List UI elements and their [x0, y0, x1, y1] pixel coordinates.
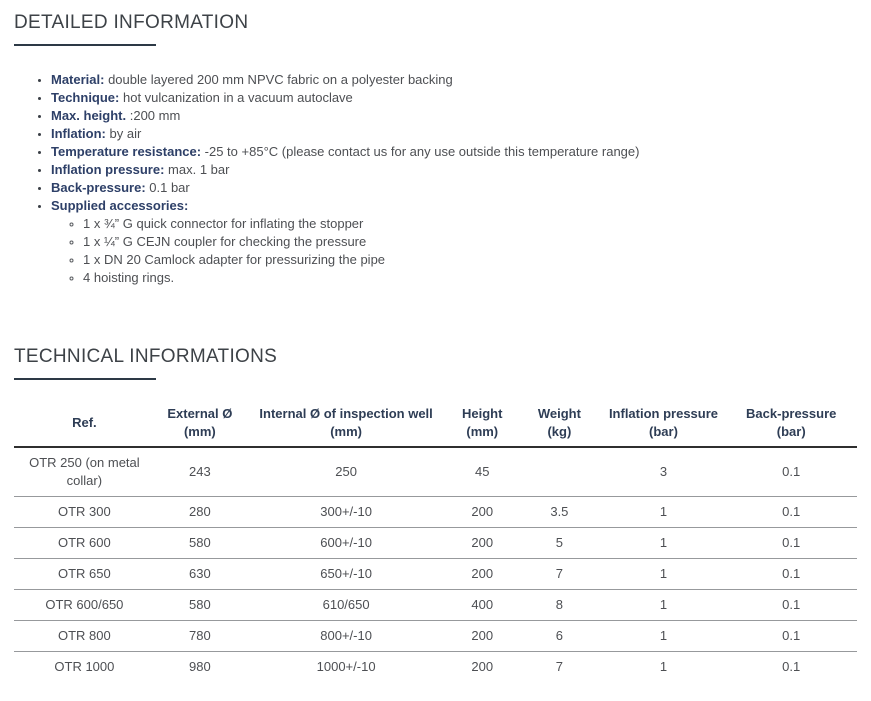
value-cell: 1 — [602, 497, 726, 528]
value-cell: 0.1 — [725, 590, 857, 621]
value-cell: 6 — [517, 621, 601, 652]
value-cell: 0.1 — [725, 447, 857, 497]
column-header-unit: (mm) — [183, 424, 216, 439]
value-cell: 0.1 — [782, 659, 801, 674]
ref-cell: OTR 300 — [14, 497, 155, 528]
value-cell: 45 — [447, 447, 517, 497]
value-cell: 980 — [189, 659, 211, 674]
value-cell: 200 — [471, 659, 494, 674]
value-cell: 300+/-10 — [245, 497, 447, 528]
value-cell: 0.1 — [725, 528, 857, 559]
value-cell: 0.1 — [725, 497, 857, 528]
value-cell: 7 — [555, 659, 563, 674]
spec-label: Back-pressure: — [51, 180, 146, 195]
value-cell: 200 — [447, 497, 517, 528]
value-cell: 800+/-10 — [245, 621, 447, 652]
table-row — [14, 497, 857, 528]
accessory-item: ◦ 4 hoisting rings. — [83, 269, 857, 287]
value-cell: 630 — [155, 559, 245, 590]
technical-informations-title: TECHNICAL INFORMATIONS — [14, 346, 278, 367]
value-cell: 243 — [155, 447, 245, 497]
column-header-unit: (mm) — [330, 424, 362, 439]
table-header-row — [14, 400, 857, 447]
column-header-name: Ref. — [72, 415, 97, 430]
value-cell: 1000+/-10 — [316, 659, 376, 674]
spec-text: :200 mm — [126, 108, 181, 123]
value-cell: 1 — [602, 528, 726, 559]
table-row — [14, 590, 857, 621]
ref-cell: OTR 250 (on metal collar) — [14, 447, 155, 497]
spec-list-item — [51, 125, 857, 143]
detailed-information-section — [14, 12, 857, 287]
column-header-unit: (bar) — [776, 424, 806, 439]
accessory-item: ◦ 1 x ¾” G quick connector for inflating the stopper — [83, 215, 857, 233]
ref-cell: OTR 600/650 — [14, 590, 155, 621]
spec-text: double layered 200 mm NPVC fabric on a polyester backing — [104, 72, 453, 87]
value-cell: 5 — [517, 528, 601, 559]
ref-cell: OTR 800 — [14, 621, 155, 652]
spec-list-item — [51, 107, 857, 125]
spec-list-item — [51, 71, 857, 89]
ref-cell: OTR 1000 — [54, 659, 115, 674]
spec-label: Technique: — [51, 90, 120, 105]
column-header — [245, 400, 447, 447]
spec-label: Supplied accessories: — [51, 198, 189, 213]
table-row — [14, 652, 857, 683]
column-header-name: Back-pressure — [746, 406, 837, 421]
column-header — [602, 400, 726, 447]
accessory-item: ◦ 1 x DN 20 Camlock adapter for pressurizing the pipe — [83, 251, 857, 269]
spec-list-item — [51, 89, 857, 107]
value-cell: 580 — [155, 590, 245, 621]
spec-label: Material: — [51, 72, 105, 87]
column-header-unit: (kg) — [547, 424, 572, 439]
column-header — [155, 400, 245, 447]
column-header-name: Height — [462, 406, 503, 421]
value-cell — [517, 447, 601, 497]
value-cell: 200 — [447, 559, 517, 590]
value-cell: 400 — [447, 590, 517, 621]
value-cell: 650+/-10 — [245, 559, 447, 590]
spec-label: Inflation: — [51, 126, 106, 141]
spec-text: -25 to +85°C (please contact us for any use outside this temperature range) — [201, 144, 640, 159]
value-cell: 580 — [155, 528, 245, 559]
value-cell: 200 — [447, 528, 517, 559]
value-cell: 7 — [517, 559, 601, 590]
column-header-name: Weight — [537, 406, 581, 421]
ref-cell: OTR 600 — [14, 528, 155, 559]
spec-text: by air — [105, 126, 142, 141]
spec-list — [14, 71, 857, 287]
spec-text: max. 1 bar — [164, 162, 230, 177]
value-cell: 8 — [517, 590, 601, 621]
column-header-name: Inflation pressure — [608, 406, 719, 421]
table-row — [14, 528, 857, 559]
column-header-unit: (bar) — [649, 424, 678, 439]
spec-label: Inflation pressure: — [51, 162, 165, 177]
table-row — [14, 621, 857, 652]
column-header-unit: (mm) — [466, 424, 499, 439]
spec-text: hot vulcanization in a vacuum autoclave — [119, 90, 353, 105]
spec-label: Temperature resistance: — [51, 144, 202, 159]
value-cell: 1 — [659, 659, 668, 674]
value-cell: 280 — [155, 497, 245, 528]
column-header — [14, 400, 155, 447]
value-cell: 610/650 — [245, 590, 447, 621]
technical-title-underline — [14, 378, 156, 380]
technical-informations-section — [14, 346, 857, 682]
spec-label: Max. height. — [51, 108, 127, 123]
column-header-name: Internal Ø of inspection well — [259, 406, 433, 421]
value-cell: 780 — [155, 621, 245, 652]
value-cell: 3.5 — [517, 497, 601, 528]
column-header — [725, 400, 857, 447]
value-cell: 600+/-10 — [245, 528, 447, 559]
table-head — [14, 400, 857, 447]
column-header — [517, 400, 601, 447]
value-cell: 0.1 — [725, 621, 857, 652]
spec-list-item — [51, 161, 857, 179]
value-cell: 3 — [602, 447, 726, 497]
value-cell: 250 — [245, 447, 447, 497]
table-row — [14, 447, 857, 497]
column-header — [447, 400, 517, 447]
spec-list-item — [51, 179, 857, 197]
value-cell: 1 — [602, 621, 726, 652]
value-cell: 200 — [447, 621, 517, 652]
ref-cell: OTR 650 — [14, 559, 155, 590]
value-cell: 1 — [602, 559, 726, 590]
spec-text: 0.1 bar — [145, 180, 190, 195]
technical-table — [14, 400, 857, 682]
spec-list-item — [51, 197, 857, 287]
accessory-item: ◦ 1 x ¼” G CEJN coupler for checking the pressure — [83, 233, 857, 251]
table-body — [14, 447, 857, 682]
accessories-sublist — [51, 215, 857, 287]
column-header-name: External Ø — [167, 406, 233, 421]
detailed-title-underline — [14, 44, 156, 46]
value-cell: 0.1 — [725, 559, 857, 590]
spec-list-item — [51, 143, 857, 161]
table-row — [14, 559, 857, 590]
detailed-information-title: DETAILED INFORMATION — [14, 12, 249, 33]
value-cell: 1 — [602, 590, 726, 621]
